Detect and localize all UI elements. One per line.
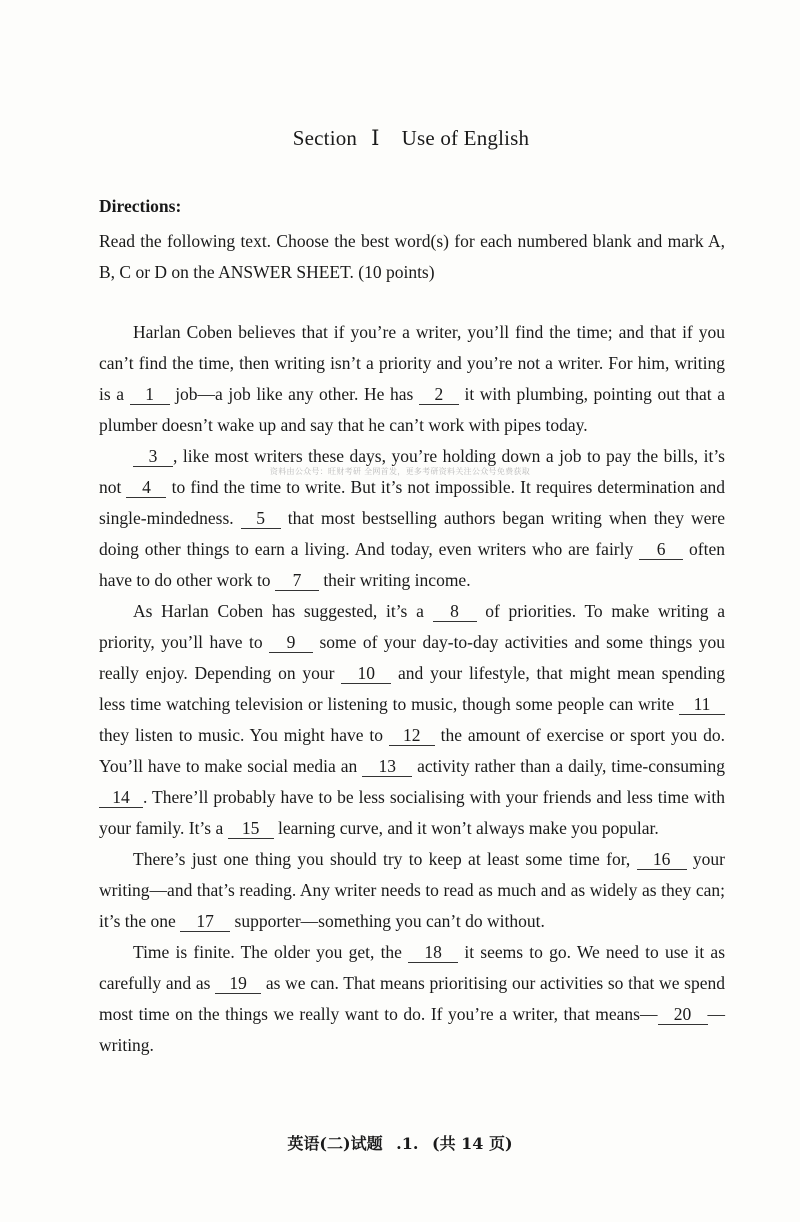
text-run: to find the time to write. But it’s not impossible. It requires determination and single-mindedness.	[99, 477, 725, 528]
blank-18: 18	[408, 942, 458, 963]
blank-2: 2	[419, 384, 459, 405]
blank-3: 3	[133, 446, 173, 467]
paragraph-3	[99, 596, 725, 844]
text-run: some of your day-to-day activities and some things you really enjoy. Depending on your	[99, 632, 725, 683]
blank-7: 7	[275, 570, 319, 591]
text-run: it seems to go. We need to use it as carefully and as	[99, 942, 726, 993]
text-run: , like most writers these days, you’re holding down a job to pay the bills, it’s not	[99, 446, 725, 497]
blank-5: 5	[241, 508, 281, 529]
section-numeral: Ⅰ	[371, 126, 380, 150]
blank-15: 15	[228, 818, 274, 839]
blank-20: 20	[658, 1004, 708, 1025]
text-run: as we can. That means prioritising our activities so that we spend most time on the things we really want to do. If you’re a writer, that means—	[99, 973, 725, 1024]
text-run: job—a job like any other. He has	[169, 384, 419, 404]
directions-heading: Directions:	[99, 196, 182, 216]
paragraph-5	[99, 937, 725, 1061]
section-title	[0, 126, 800, 151]
blank-11: 11	[679, 694, 725, 715]
blank-17: 17	[180, 911, 230, 932]
text-run: they listen to music. You might have to	[99, 725, 389, 745]
text-run: of priorities. To make writing a priority, you’ll have to	[99, 601, 725, 652]
footer-subject: 英语(二)试题	[287, 1134, 383, 1153]
footer-page-number: .1.	[396, 1134, 419, 1153]
text-run: Time is finite. The older you get, the	[133, 942, 409, 962]
text-run: their writing income.	[318, 570, 471, 590]
text-run: your writing—and that’s reading. Any writer needs to read as much and as widely as they can; it’s the one	[99, 849, 725, 931]
paragraph-4	[99, 844, 725, 937]
blank-9: 9	[269, 632, 313, 653]
blank-10: 10	[341, 663, 391, 684]
blank-1: 1	[130, 384, 170, 405]
blank-16: 16	[637, 849, 687, 870]
text-run: supporter—something you can’t do without.	[230, 911, 545, 931]
text-run: As Harlan Coben has suggested, it’s a	[133, 601, 433, 621]
text-run: There’s just one thing you should try to keep at least some time for,	[133, 849, 637, 869]
watermark-text: 资料由公众号：旺财考研 全网首发，更多考研资料关注公众号免费获取	[269, 467, 531, 476]
text-run: and your lifestyle, that might mean spending less time watching television or listening to music, though some people can write	[99, 663, 725, 714]
text-run: that most bestselling authors began writing when they were doing other things to earn a living. And today, even writers who are fairly	[99, 508, 725, 559]
blank-19: 19	[215, 973, 261, 994]
paragraph-2	[99, 441, 725, 596]
section-name: Use of English	[401, 126, 530, 150]
text-run: —writing.	[99, 1004, 725, 1055]
blank-13: 13	[362, 756, 412, 777]
directions-text: Read the following text. Choose the best word(s) for each numbered blank and mark A, B, C or D on the ANSWER SHEET. (10 points)	[99, 231, 725, 282]
blank-4: 4	[126, 477, 166, 498]
text-run: . There’ll probably have to be less socialising with your friends and less time with your family. It’s a	[99, 787, 725, 838]
text-run: often have to do other work to	[99, 539, 725, 590]
paragraph-1	[99, 317, 725, 441]
footer-total-pages: (共 14 页)	[432, 1134, 513, 1153]
text-run: the amount of exercise or sport you do. You’ll have to make social media an	[99, 725, 725, 776]
blank-14: 14	[99, 787, 143, 808]
blank-6: 6	[639, 539, 683, 560]
text-run: learning curve, and it won’t always make you popular.	[273, 818, 659, 838]
cloze-passage	[99, 317, 725, 1061]
section-label: Section	[292, 126, 358, 150]
page-footer	[0, 1131, 800, 1154]
text-run: it with plumbing, pointing out that a plumber doesn’t wake up and say that he can’t work with pipes today.	[99, 384, 725, 435]
text-run: Harlan Coben believes that if you’re a writer, you’ll find the time; and that if you can’t find the time, then writing isn’t a priority and you’re not a writer. For him, writing is a	[99, 322, 725, 404]
text-run: activity rather than a daily, time-consuming	[412, 756, 725, 776]
blank-8: 8	[433, 601, 477, 622]
blank-12: 12	[389, 725, 435, 746]
